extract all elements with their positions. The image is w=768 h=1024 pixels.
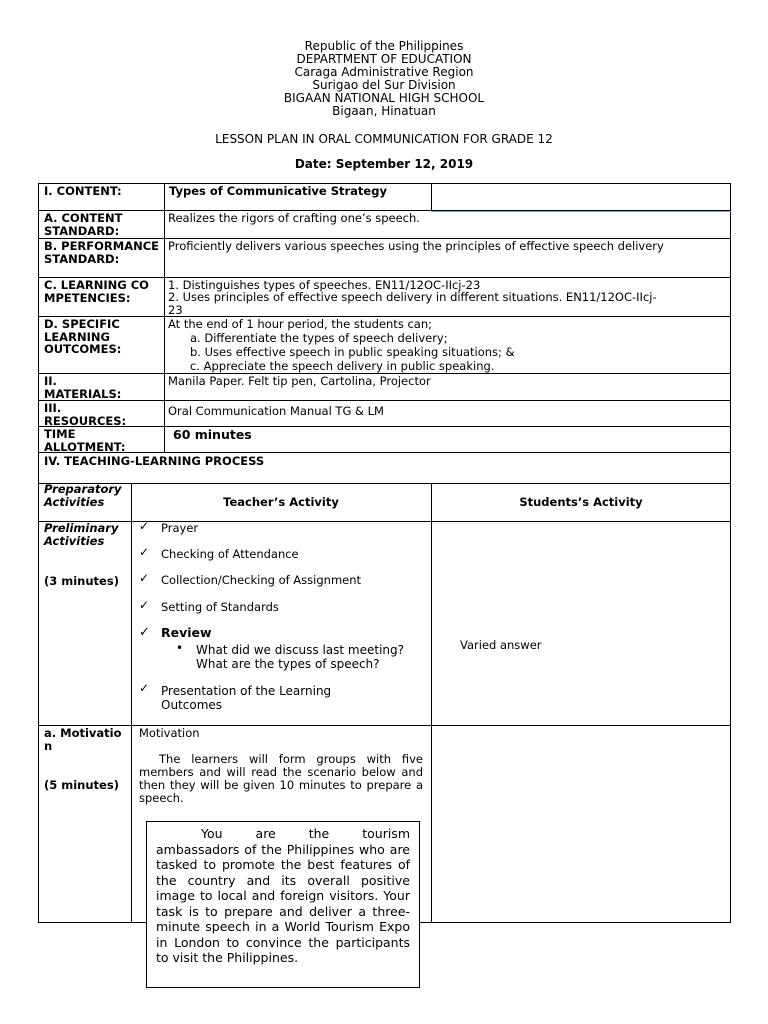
outcome-item: a. Differentiate the types of speech delivery; (190, 331, 448, 345)
presentation-item: Presentation of the Learning Outcomes (161, 684, 332, 712)
header-line-2: DEPARTMENT OF EDUCATION (296, 52, 472, 66)
motivation-instructions: The learners will form groups with five members and will read the scenario below and then they will be given 10 minutes to prepare a speech. (139, 752, 423, 805)
resources-value: Oral Communication Manual TG & LM (168, 404, 384, 418)
content-standard-label: A. CONTENT STANDARD: (44, 211, 123, 238)
column-divider (431, 483, 432, 923)
row-divider (38, 483, 731, 484)
scenario-box (146, 821, 420, 988)
column-divider (431, 183, 432, 211)
preliminary-item: Setting of Standards (161, 600, 279, 614)
preliminary-time: (3 minutes) (44, 574, 119, 588)
row-divider (38, 426, 731, 427)
motivation-heading: Motivation (139, 726, 200, 740)
check-icon: ✓ (139, 625, 150, 640)
header-line-6: Bigaan, Hinatuan (332, 104, 436, 118)
header-line-4: Surigao del Sur Division (312, 78, 456, 92)
review-label: Review (161, 625, 212, 640)
header-line-1: Republic of the Philippines (304, 39, 464, 53)
check-icon: ✓ (139, 519, 150, 533)
preliminary-item: Checking of Attendance (161, 547, 299, 561)
competency-item: 2. Uses principles of effective speech delivery in different situations. EN11/12OC-IIcj-23 (168, 290, 657, 317)
check-icon: ✓ (139, 681, 150, 695)
content-standard-value: Realizes the rigors of crafting one’s speech. (168, 211, 420, 225)
performance-standard-value: Proficiently delivers various speeches using the principles of effective speech delivery (168, 239, 664, 253)
outcome-item: b. Uses effective speech in public speaking situations; & (190, 345, 515, 359)
bullet-icon: • (176, 641, 184, 655)
preliminary-item: Prayer (161, 521, 199, 535)
check-icon: ✓ (139, 598, 150, 612)
preliminary-label: Preliminary Activities (44, 521, 119, 548)
time-label: TIME ALLOTMENT: (44, 427, 126, 454)
row-divider (431, 211, 731, 212)
document-title: LESSON PLAN IN ORAL COMMUNICATION FOR GRADE 12 (215, 132, 553, 146)
school-header (0, 40, 768, 118)
row-divider (38, 400, 731, 401)
scenario-text: You are the tourism ambassadors of the Philippines who are tasked to promote the best features of the country and its overall positive image to local and foreign visitors. Your task is to prepare and deliver a three-minute speech in a World Tourism Expo in London to convince the participants to visit the Philippines. (156, 826, 410, 965)
preliminary-item: Collection/Checking of Assignment (161, 573, 362, 587)
motivation-time: (5 minutes) (44, 778, 119, 792)
competency-item: 1. Distinguishes types of speeches. EN11/12OC-IIcj-23 (168, 278, 481, 292)
header-line-3: Caraga Administrative Region (294, 65, 474, 79)
review-question: What did we discuss last meeting? What are the types of speech? (196, 643, 405, 671)
preparatory-header: Preparatory Activities (44, 482, 122, 509)
materials-label: II. MATERIALS: (44, 374, 122, 401)
teacher-activity-header: Teacher’s Activity (223, 495, 339, 509)
materials-value: Manila Paper. Felt tip pen, Cartolina, Projector (168, 374, 431, 388)
document-date: Date: September 12, 2019 (294, 157, 474, 171)
check-icon: ✓ (139, 545, 150, 559)
competencies-label: C. LEARNING COMPETENCIES: (44, 278, 149, 305)
motivation-label: a. Motivation (44, 726, 122, 753)
column-divider (164, 183, 165, 452)
header-line-5: BIGAAN NATIONAL HIGH SCHOOL (283, 91, 485, 105)
student-answer: Varied answer (460, 638, 542, 652)
check-icon: ✓ (139, 571, 150, 585)
content-value: Types of Communicative Strategy (169, 184, 387, 198)
time-value: 60 minutes (173, 427, 252, 442)
resources-label: III. RESOURCES: (44, 401, 127, 428)
column-divider (131, 483, 132, 923)
performance-standard-label: B. PERFORMANCE STANDARD: (44, 239, 160, 266)
outcomes-label: D. SPECIFIC LEARNING OUTCOMES: (44, 317, 122, 356)
process-heading: IV. TEACHING-LEARNING PROCESS (44, 454, 265, 468)
outcome-item: c. Appreciate the speech delivery in public speaking. (190, 359, 495, 373)
content-label: I. CONTENT: (44, 184, 122, 198)
outcomes-intro: At the end of 1 hour period, the students can; (168, 317, 433, 331)
student-activity-header: Students’s Activity (519, 495, 643, 509)
